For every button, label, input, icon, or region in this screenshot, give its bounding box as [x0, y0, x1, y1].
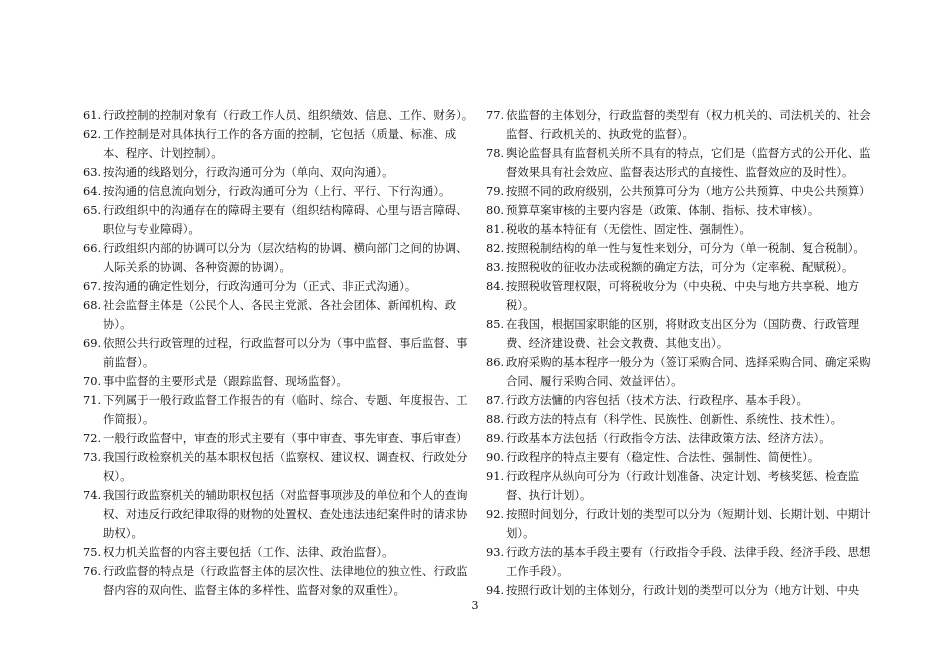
item-text: 行政方法的特点有（科学性、民族性、创新性、系统性、技术性）。 — [506, 412, 843, 426]
item-number: 84. — [486, 279, 505, 293]
list-item — [83, 277, 475, 296]
item-number: 74. — [83, 488, 102, 502]
list-item — [486, 353, 878, 391]
item-text: 权力机关监督的内容主要包括（工作、法律、政治监督）。 — [103, 545, 394, 559]
item-number: 62. — [83, 127, 102, 141]
item-text: 行政程序的特点主要有（稳定性、合法性、强制性、简便性）。 — [506, 450, 820, 464]
item-text: 社会监督主体是（公民个人、各民主党派、各社会团体、新闻机构、政协）。 — [103, 298, 457, 331]
list-item — [486, 391, 878, 410]
item-number: 68. — [83, 298, 102, 312]
item-text: 行政程序从纵向可分为（行政计划准备、决定计划、考核奖惩、检查监督、执行计划）。 — [506, 469, 860, 502]
item-text: 按照税制结构的单一性与复性来划分，可分为（单一税制、复合税制）。 — [506, 241, 865, 255]
item-number: 93. — [486, 545, 505, 559]
left-column — [83, 106, 475, 600]
item-number: 64. — [83, 184, 102, 198]
list-item — [83, 448, 475, 486]
list-item — [83, 125, 475, 163]
item-number: 63. — [83, 165, 102, 179]
item-text: 一般行政监督中，审查的形式主要有（事中审查、事先审查、事后审查） — [103, 431, 468, 445]
list-item — [486, 239, 878, 258]
list-item — [486, 258, 878, 277]
list-item — [486, 410, 878, 429]
list-item — [83, 334, 475, 372]
list-item — [486, 448, 878, 467]
list-item — [486, 429, 878, 448]
item-text: 按照不同的政府级别，公共预算可分为（地方公共预算、中央公共预算） — [506, 184, 871, 198]
list-item — [486, 543, 878, 581]
list-item — [83, 201, 475, 239]
list-item — [83, 106, 475, 125]
item-number: 70. — [83, 374, 102, 388]
list-item — [486, 182, 878, 201]
item-number: 81. — [486, 222, 505, 236]
list-item — [486, 201, 878, 220]
item-number: 83. — [486, 260, 505, 274]
item-number: 78. — [486, 146, 505, 160]
item-number: 69. — [83, 336, 102, 350]
item-number: 65. — [83, 203, 102, 217]
item-text: 预算草案审核的主要内容是（政策、体制、指标、技术审核）。 — [506, 203, 820, 217]
item-number: 73. — [83, 450, 102, 464]
item-text: 按沟通的确定性划分，行政沟通可分为（正式、非正式沟通）。 — [103, 279, 417, 293]
list-item — [83, 429, 475, 448]
list-item — [486, 581, 878, 600]
item-number: 77. — [486, 108, 505, 122]
item-number: 72. — [83, 431, 102, 445]
item-number: 88. — [486, 412, 505, 426]
list-item — [486, 315, 878, 353]
page-number: 3 — [471, 599, 479, 612]
item-number: 91. — [486, 469, 505, 483]
item-number: 92. — [486, 507, 505, 521]
item-number: 94. — [486, 583, 505, 597]
list-item — [486, 220, 878, 239]
item-text: 按照税收管理权限，可将税收分为（中央税、中央与地方共享税、地方税）。 — [506, 279, 860, 312]
item-text: 下列属于一般行政监督工作报告的有（临时、综合、专题、年度报告、工作简报）。 — [103, 393, 468, 426]
list-item — [486, 106, 878, 144]
item-number: 85. — [486, 317, 505, 331]
list-item — [83, 391, 475, 429]
item-text: 行政监督的特点是（行政监督主体的层次性、法律地位的独立性、行政监督内容的双向性、监督主体的多样性、监督对象的双重性）。 — [103, 564, 468, 597]
item-text: 工作控制是对具体执行工作的各方面的控制，它包括（质量、标准、成本、程序、计划控制）。 — [103, 127, 457, 160]
item-number: 79. — [486, 184, 505, 198]
item-text: 按照时间划分，行政计划的类型可以分为（短期计划、长期计划、中期计划）。 — [506, 507, 871, 540]
item-text: 行政方法慵的内容包括（技术方法、行政程序、基本手段）。 — [506, 393, 808, 407]
list-item — [83, 182, 475, 201]
item-number: 80. — [486, 203, 505, 217]
item-text: 行政控制的控制对象有（行政工作人员、组织绩效、信息、工作、财务）。 — [103, 108, 474, 122]
item-text: 舆论监督具有监督机关所不具有的特点，它们是（监督方式的公开化、监督效果具有社会效应、监督表达形式的直接性、监督效应的及时性）。 — [506, 146, 871, 179]
list-item — [83, 372, 475, 391]
item-number: 61. — [83, 108, 102, 122]
list-item — [486, 505, 878, 543]
item-text: 依监督的主体划分，行政监督的类型有（权力机关的、司法机关的、社会监督、行政机关的、执政党的监督）。 — [506, 108, 871, 141]
item-text: 行政组织中的沟通存在的障碍主要有（组织结构障碍、心里与语言障碍、职位与专业障碍）。 — [103, 203, 468, 236]
item-number: 90. — [486, 450, 505, 464]
list-item — [83, 486, 475, 543]
item-number: 86. — [486, 355, 505, 369]
item-text: 行政方法的基本手段主要有（行政指令手段、法律手段、经济手段、思想工作手段）。 — [506, 545, 871, 578]
item-text: 按沟通的线路划分，行政沟通可分为（单向、双向沟通）。 — [103, 165, 394, 179]
item-text: 税收的基本特征有（无偿性、固定性、强制性）。 — [506, 222, 751, 236]
item-text: 按照行政计划的主体划分，行政计划的类型可以分为（地方计划、中央 — [506, 583, 860, 597]
item-number: 67. — [83, 279, 102, 293]
item-number: 71. — [83, 393, 102, 407]
list-item — [83, 239, 475, 277]
list-item — [486, 277, 878, 315]
item-text: 在我国，根据国家职能的区别，将财政支出区分为（国防费、行政管理费、经济建设费、社会文教费、其他支出）。 — [506, 317, 860, 350]
item-number: 87. — [486, 393, 505, 407]
item-text: 按照税收的征收办法或税额的确定方法，可分为（定率税、配赋税）。 — [506, 260, 854, 274]
list-item — [486, 467, 878, 505]
item-number: 89. — [486, 431, 505, 445]
item-number: 66. — [83, 241, 102, 255]
item-text: 依照公共行政管理的过程，行政监督可以分为（事中监督、事后监督、事前监督）。 — [103, 336, 468, 369]
item-text: 政府采购的基本程序一般分为（签订采购合同、选择采购合同、确定采购合同、履行采购合同、效益评估）。 — [506, 355, 871, 388]
right-column — [486, 106, 878, 600]
list-item — [486, 144, 878, 182]
item-text: 行政组织内部的协调可以分为（层次结构的协调、横向部门之间的协调、人际关系的协调、各种资源的协调）。 — [103, 241, 468, 274]
item-text: 我国行政监察机关的辅助职权包括（对监督事项涉及的单位和个人的查询权、对违反行政纪律取得的财物的处置权、查处违法违纪案件时的请求协助权）。 — [103, 488, 468, 540]
item-text: 事中监督的主要形式是（跟踪监督、现场监督）。 — [103, 374, 348, 388]
item-number: 82. — [486, 241, 505, 255]
item-text: 行政基本方法包括（行政指令方法、法律政策方法、经济方法）。 — [506, 431, 831, 445]
item-text: 按沟通的信息流向划分，行政沟通可分为（上行、平行、下行沟通）。 — [103, 184, 451, 198]
list-item — [83, 543, 475, 562]
item-number: 76. — [83, 564, 102, 578]
list-item — [83, 562, 475, 600]
list-item — [83, 296, 475, 334]
item-text: 我国行政检察机关的基本职权包括（监察权、建议权、调查权、行政处分权）。 — [103, 450, 468, 483]
list-item — [83, 163, 475, 182]
item-number: 75. — [83, 545, 102, 559]
